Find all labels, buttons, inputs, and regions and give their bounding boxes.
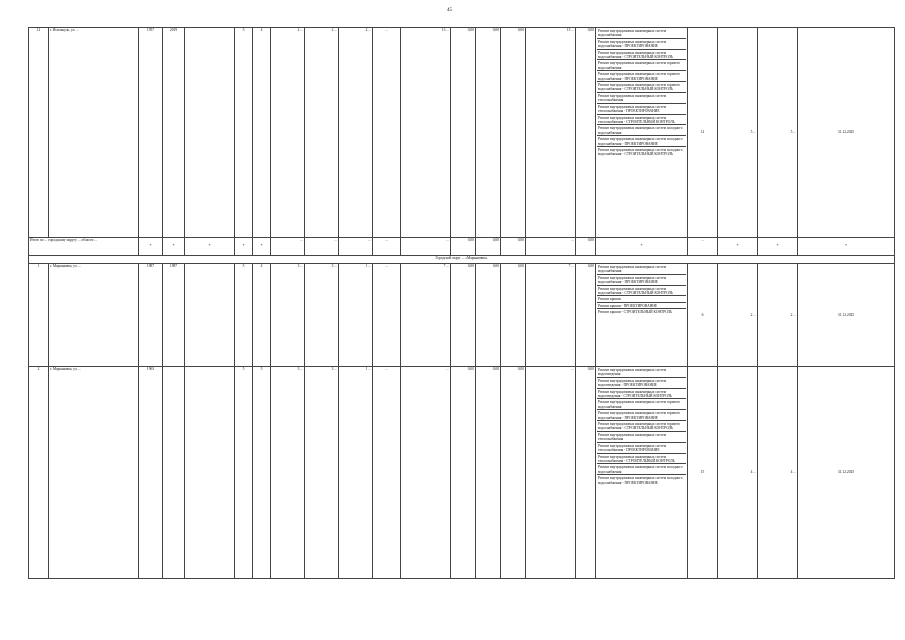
subtotal-fund-3: 0,00 bbox=[501, 238, 526, 256]
cell-value-2: 2 ... bbox=[758, 264, 798, 367]
subtotal-fund-4: ... bbox=[526, 238, 576, 256]
cell-fund-4: ... bbox=[526, 367, 576, 579]
cell-months: 6 bbox=[688, 264, 718, 367]
work-item: Ремонт внутридомовых инженерных систем теплоснабжения - СТРОИТЕЛЬНЫЙ КОНТРОЛЬ bbox=[597, 115, 686, 126]
works-list bbox=[596, 264, 688, 367]
cell-area: 2 ... bbox=[271, 28, 305, 238]
cell-residents: ... bbox=[373, 264, 401, 367]
cell-year-built: 1957 bbox=[139, 28, 163, 238]
subtotal-row bbox=[29, 238, 895, 256]
subtotal-label: Итого по ... городскому округу ... области ... bbox=[29, 238, 139, 256]
section-title: Городской округ ... «Марьяновка» bbox=[29, 256, 895, 264]
cell-address: г. Марьяновка, ул. ... bbox=[49, 264, 139, 367]
work-item: Ремонт внутридомовых инженерных систем холодного водоснабжения bbox=[597, 464, 686, 475]
cell-fund-2: 0,00 bbox=[476, 28, 501, 238]
cell-area: 3 ... bbox=[271, 264, 305, 367]
page-number: 45 bbox=[447, 8, 452, 13]
subtotal-months: ... bbox=[688, 238, 718, 256]
subtotal-star: * bbox=[798, 238, 895, 256]
work-item: Ремонт внутридомовых инженерных систем горячего водоснабжения - ПРОЕКТИРОВАНИЕ bbox=[597, 410, 686, 421]
cell-area-res: 3 ... bbox=[305, 367, 339, 579]
works-list bbox=[596, 367, 688, 579]
cell-deadline: 31.12.2025 bbox=[798, 264, 895, 367]
cell-area: 3 ... bbox=[271, 367, 305, 579]
work-item: Ремонт внутридомовых инженерных систем теплоснабжения - ПРОЕКТИРОВАНИЕ bbox=[597, 104, 686, 115]
cell-fund-2: 0,00 bbox=[476, 367, 501, 579]
work-item: Ремонт внутридомовых инженерных систем теплоснабжения bbox=[597, 93, 686, 104]
work-item: Ремонт внутридомовых инженерных систем водоснабжения - СТРОИТЕЛЬНЫЙ КОНТРОЛЬ bbox=[597, 50, 686, 61]
cell-cost-total: 13 ... bbox=[401, 28, 451, 238]
work-item: Ремонт внутридомовых инженерных систем холодного водоснабжения - ПРОЕКТИРОВАНИЕ bbox=[598, 476, 683, 485]
subtotal-fund-1: 0,00 bbox=[451, 238, 476, 256]
cell-fund-3: 0,00 bbox=[501, 367, 526, 579]
cell-value-2: 4 ... bbox=[758, 367, 798, 579]
work-item: Ремонт внутридомовых инженерных систем теплоснабжения - ПРОЕКТИРОВАНИЕ bbox=[597, 443, 686, 454]
cell-area-nonres: 1 ... bbox=[339, 367, 373, 579]
subtotal-area-res: ... bbox=[305, 238, 339, 256]
cell-area-nonres: 1 ... bbox=[339, 264, 373, 367]
work-item: Ремонт внутридомовых инженерных систем водоснабжения bbox=[597, 264, 686, 275]
cell-area-nonres: 2 ... bbox=[339, 28, 373, 238]
cell-fund-5: 0,00 bbox=[576, 28, 596, 238]
cell-cost-total: ... bbox=[401, 367, 451, 579]
table-row bbox=[29, 367, 895, 579]
cell-value-1: 4 ... bbox=[718, 367, 758, 579]
subtotal-fund-2: 0,00 bbox=[476, 238, 501, 256]
work-item: Ремонт внутридомовых инженерных систем теплоснабжения - СТРОИТЕЛЬНЫЙ КОНТРОЛЬ bbox=[597, 454, 686, 465]
subtotal-star: * bbox=[718, 238, 758, 256]
cell-deadline: 31.12.2025 bbox=[798, 28, 895, 238]
cell-residents: ... bbox=[373, 28, 401, 238]
cell-wall-material bbox=[185, 28, 235, 238]
cell-wall-material bbox=[185, 264, 235, 367]
works-list bbox=[596, 28, 688, 238]
subtotal-star: * bbox=[139, 238, 163, 256]
cell-value-1: 5 ... bbox=[718, 28, 758, 238]
cell-no: 2 bbox=[29, 367, 49, 579]
table-row bbox=[29, 264, 895, 367]
cell-fund-4: 7 ... bbox=[526, 264, 576, 367]
cell-address: г. Исилькуль, ул. ... bbox=[49, 28, 139, 238]
cell-fund-4: 13 ... bbox=[526, 28, 576, 238]
work-item: Ремонт внутридомовых инженерных систем горячего водоснабжения bbox=[597, 60, 686, 71]
cell-year-built: 1987 bbox=[139, 264, 163, 367]
cell-fund-1: 0,00 bbox=[451, 367, 476, 579]
subtotal-cost-total: ... bbox=[401, 238, 451, 256]
cell-fund-1: 0,00 bbox=[451, 264, 476, 367]
work-item: Ремонт внутридомовых инженерных систем холодного водоснабжения - СТРОИТЕЛЬНЫЙ КОНТРОЛЬ bbox=[598, 147, 683, 157]
cell-wall-material bbox=[185, 367, 235, 579]
work-item: Ремонт внутридомовых инженерных систем теплоснабжения bbox=[597, 432, 686, 443]
table-row bbox=[29, 28, 895, 238]
subtotal-area: ... bbox=[271, 238, 305, 256]
cell-floors: 5 bbox=[235, 264, 253, 367]
capital-repair-table bbox=[28, 27, 895, 579]
cell-fund-3: 0,00 bbox=[501, 264, 526, 367]
cell-fund-5: 0,00 bbox=[576, 264, 596, 367]
cell-address: г. Марьяновка, ул. ... bbox=[49, 367, 139, 579]
work-item: Ремонт внутридомовых инженерных систем водоотведения bbox=[597, 367, 686, 378]
cell-entrances: 5 bbox=[253, 367, 271, 579]
work-item: Ремонт внутридомовых инженерных систем водоснабжения - СТРОИТЕЛЬНЫЙ КОНТРОЛЬ bbox=[597, 286, 686, 297]
work-item: Ремонт внутридомовых инженерных систем водоснабжения - ПРОЕКТИРОВАНИЕ bbox=[597, 275, 686, 286]
cell-cost-total: 7 ... bbox=[401, 264, 451, 367]
cell-fund-3: 0,00 bbox=[501, 28, 526, 238]
work-item: Ремонт внутридомовых инженерных систем холодного водоснабжения bbox=[597, 125, 686, 136]
cell-floors: 5 bbox=[235, 28, 253, 238]
cell-no: 12 bbox=[29, 28, 49, 238]
work-item: Ремонт внутридомовых инженерных систем горячего водоснабжения - СТРОИТЕЛЬНЫЙ КОНТРОЛЬ bbox=[597, 421, 686, 432]
cell-year-repair: 2019 bbox=[163, 28, 185, 238]
work-item: Ремонт внутридомовых инженерных систем водоснабжения bbox=[597, 28, 686, 39]
cell-months: 12 bbox=[688, 28, 718, 238]
cell-residents: ... bbox=[373, 367, 401, 579]
cell-area-res: 3 ... bbox=[305, 264, 339, 367]
work-item: Ремонт внутридомовых инженерных систем водоснабжения - ПРОЕКТИРОВАНИЕ bbox=[597, 39, 686, 50]
section-header-row bbox=[29, 256, 895, 264]
work-item: Ремонт внутридомовых инженерных систем горячего водоснабжения bbox=[597, 399, 686, 410]
subtotal-area-nonres: ... bbox=[339, 238, 373, 256]
work-item: Ремонт внутридомовых инженерных систем холодного водоснабжения - ПРОЕКТИРОВАНИЕ bbox=[597, 136, 686, 147]
cell-months: 15 bbox=[688, 367, 718, 579]
cell-fund-5: 0,00 bbox=[576, 367, 596, 579]
subtotal-star: * bbox=[758, 238, 798, 256]
work-item: Ремонт крыши - СТРОИТЕЛЬНЫЙ КОНТРОЛЬ bbox=[598, 310, 673, 315]
work-item: Ремонт внутридомовых инженерных систем горячего водоснабжения - СТРОИТЕЛЬНЫЙ КОНТРОЛЬ bbox=[597, 82, 686, 93]
cell-year-built: 1963 bbox=[139, 367, 163, 579]
cell-entrances: 4 bbox=[253, 264, 271, 367]
work-item: Ремонт внутридомовых инженерных систем горячего водоснабжения - ПРОЕКТИРОВАНИЕ bbox=[597, 71, 686, 82]
cell-year-repair: 1987 bbox=[163, 264, 185, 367]
subtotal-star: * bbox=[253, 238, 271, 256]
subtotal-fund-5: 0,00 bbox=[576, 238, 596, 256]
cell-fund-1: 0,00 bbox=[451, 28, 476, 238]
cell-value-2: 5 ... bbox=[758, 28, 798, 238]
work-item: Ремонт крыши bbox=[597, 296, 686, 302]
work-item: Ремонт крыши - ПРОЕКТИРОВАНИЕ bbox=[597, 303, 686, 309]
cell-value-1: 2 ... bbox=[718, 264, 758, 367]
work-item: Ремонт внутридомовых инженерных систем водоотведения - СТРОИТЕЛЬНЫЙ КОНТРОЛЬ bbox=[597, 389, 686, 400]
cell-no: 1 bbox=[29, 264, 49, 367]
cell-year-repair bbox=[163, 367, 185, 579]
cell-fund-2: 0,00 bbox=[476, 264, 501, 367]
subtotal-star: * bbox=[596, 238, 688, 256]
subtotal-star: * bbox=[185, 238, 235, 256]
subtotal-residents: ... bbox=[373, 238, 401, 256]
cell-area-res: 2 ... bbox=[305, 28, 339, 238]
subtotal-star: * bbox=[235, 238, 253, 256]
cell-deadline: 31.12.2025 bbox=[798, 367, 895, 579]
cell-entrances: 4 bbox=[253, 28, 271, 238]
subtotal-star: * bbox=[163, 238, 185, 256]
cell-floors: 5 bbox=[235, 367, 253, 579]
work-item: Ремонт внутридомовых инженерных систем водоотведения - ПРОЕКТИРОВАНИЕ bbox=[597, 378, 686, 389]
